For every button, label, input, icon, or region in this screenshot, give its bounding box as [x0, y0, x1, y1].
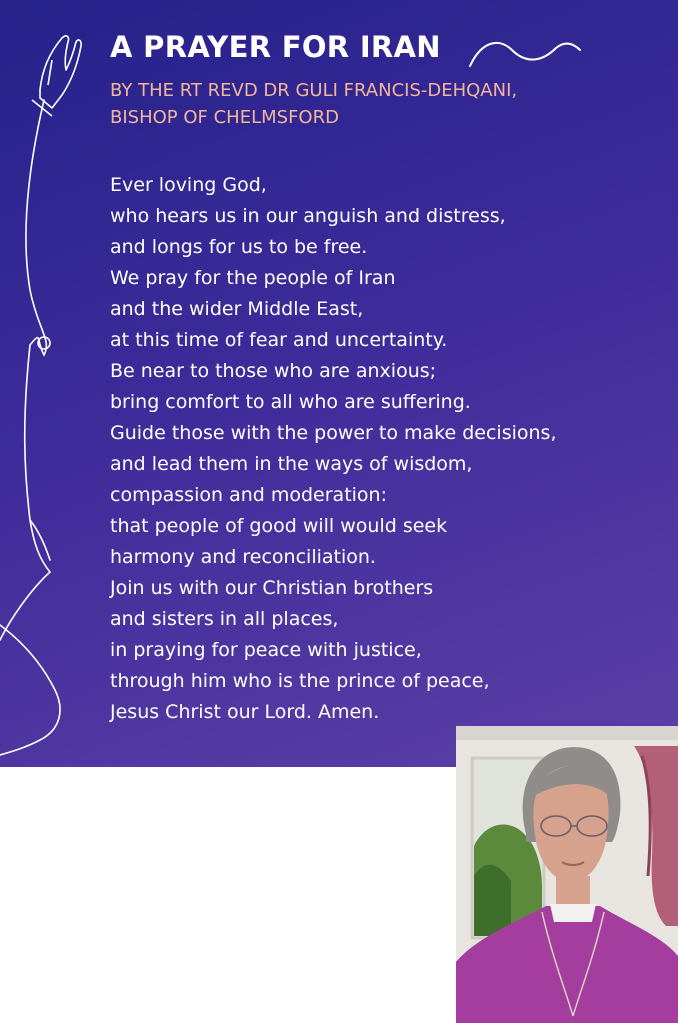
byline-line-2: BISHOP OF CHELMSFORD [110, 107, 339, 128]
prayer-line: through him who is the prince of peace, [110, 670, 490, 692]
prayer-text [110, 170, 557, 728]
wave-line-icon [470, 43, 580, 66]
prayer-line: We pray for the people of Iran [110, 267, 396, 289]
prayer-line: Be near to those who are anxious; [110, 360, 437, 382]
webcam-video-feed [456, 726, 678, 1023]
prayer-line: and sisters in all places, [110, 608, 339, 630]
prayer-line: and the wider Middle East, [110, 298, 364, 320]
prayer-line: that people of good will would seek [110, 515, 448, 537]
prayer-line: who hears us in our anguish and distress, [110, 205, 506, 227]
byline-line-1: BY THE RT REVD DR GULI FRANCIS-DEHQANI, [110, 80, 518, 101]
praying-hands-icon [32, 36, 81, 116]
prayer-line: Join us with our Christian brothers [110, 577, 434, 599]
prayer-line: compassion and moderation: [110, 484, 387, 506]
flowing-line-icon [0, 100, 60, 755]
prayer-line: and lead them in the ways of wisdom, [110, 453, 473, 475]
prayer-line: harmony and reconciliation. [110, 546, 376, 568]
prayer-line: in praying for peace with justice, [110, 639, 422, 661]
author-byline [110, 77, 517, 131]
prayer-line: bring comfort to all who are suffering. [110, 391, 471, 413]
prayer-line: and longs for us to be free. [110, 236, 368, 258]
prayer-line: at this time of fear and uncertainty. [110, 329, 448, 351]
prayer-line: Jesus Christ our Lord. Amen. [110, 701, 380, 723]
prayer-line: Ever loving God, [110, 174, 267, 196]
person-video-feed [456, 726, 678, 1023]
prayer-title: A PRAYER FOR IRAN [110, 30, 441, 64]
prayer-line: Guide those with the power to make decisions, [110, 422, 557, 444]
